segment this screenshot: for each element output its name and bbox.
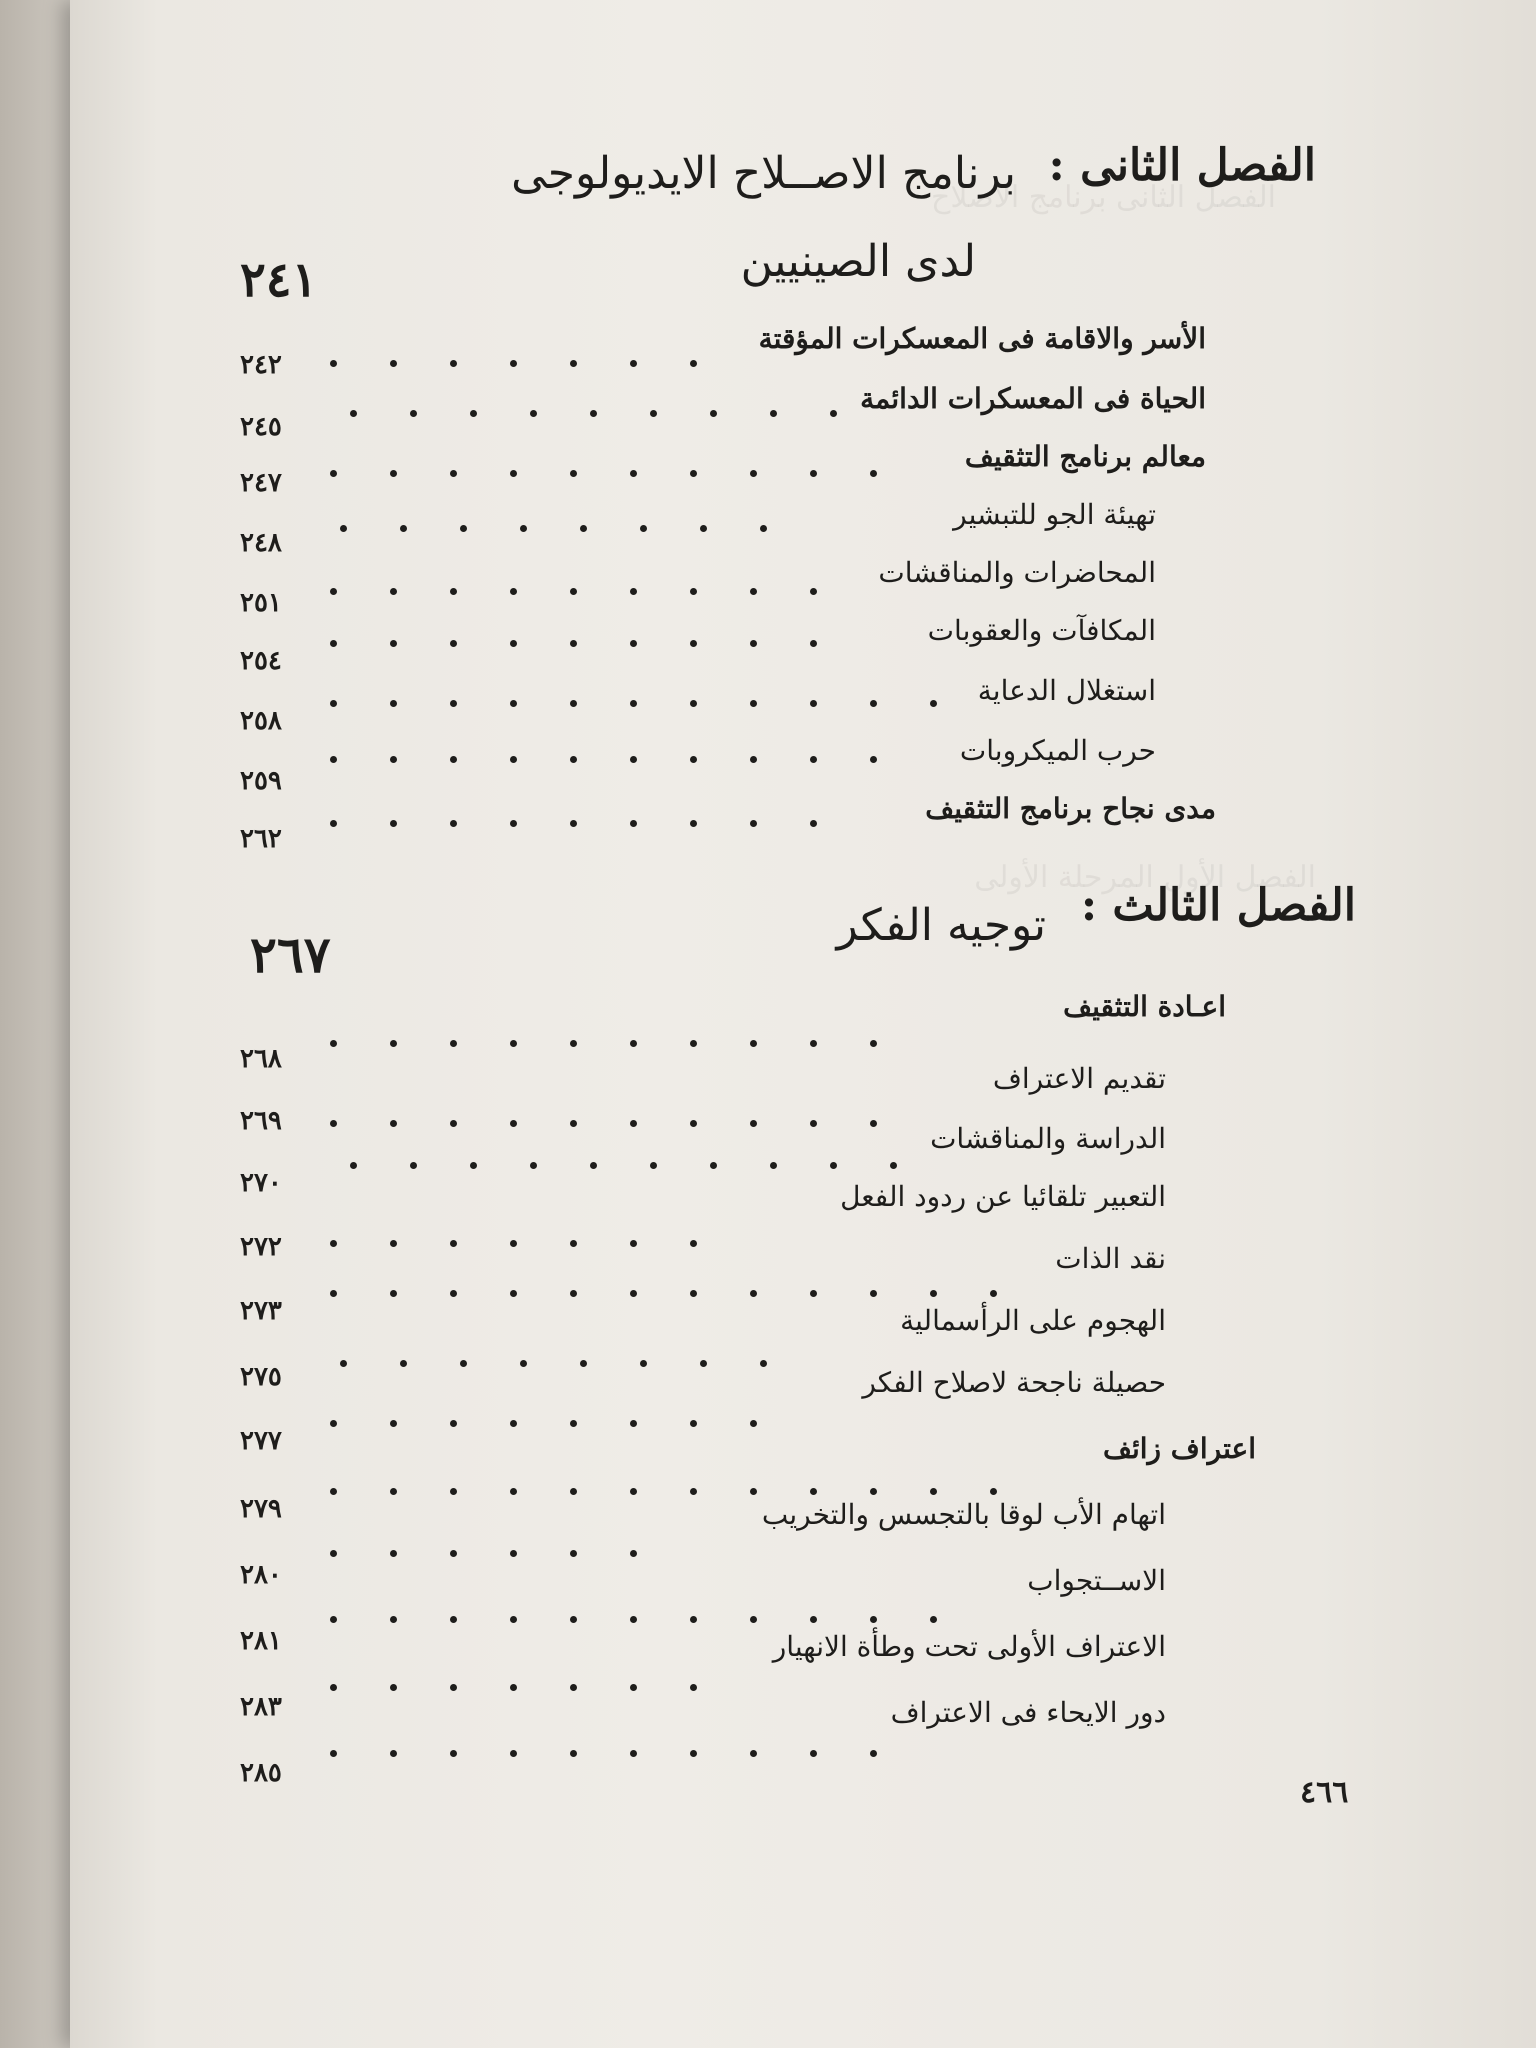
leader-dot (570, 1290, 577, 1297)
leader-dot (570, 1120, 577, 1127)
leader-dot (630, 700, 637, 707)
book-spine (0, 0, 70, 2048)
leader-dot (690, 360, 697, 367)
leader-dot (450, 756, 457, 763)
leader-dot (570, 820, 577, 827)
leader-dot (450, 1120, 457, 1127)
leader-dot (510, 1684, 517, 1691)
toc-entry-page: ٢٧٩ (240, 1494, 282, 1524)
leader-dot (750, 1290, 757, 1297)
leader-dot (330, 1420, 337, 1427)
leader-dot (930, 1616, 937, 1623)
toc-entry-label: الهجوم على الرأسمالية (900, 1304, 1166, 1337)
leader-dot (330, 470, 337, 477)
leader-dot (630, 1120, 637, 1127)
leader-dot (510, 1616, 517, 1623)
leader-dot (570, 1488, 577, 1495)
leader-dot (570, 1684, 577, 1691)
leader-dot (570, 1240, 577, 1247)
toc-entry-page: ٢٦٨ (240, 1044, 282, 1074)
leader-dot (750, 1040, 757, 1047)
leader-dot (390, 1488, 397, 1495)
leader-dot (870, 1040, 877, 1047)
leader-dot (350, 1162, 357, 1169)
leader-dot (870, 470, 877, 477)
toc-entry-label: الاســتجواب (1027, 1564, 1166, 1597)
toc-entry-label: المحاضرات والمناقشات (878, 556, 1156, 589)
toc-entry-page: ٢٤٢ (240, 350, 282, 380)
toc-entry-label: الأسر والاقامة فى المعسكرات المؤقتة (758, 322, 1206, 355)
bleed-through-text: الفصل الأول المرحلة الأولى (974, 860, 1316, 895)
leader-dot (450, 1240, 457, 1247)
leader-dot (590, 1162, 597, 1169)
leader-dot (690, 1120, 697, 1127)
leader-dot (810, 640, 817, 647)
leader-dot (630, 640, 637, 647)
leader-dot (510, 1420, 517, 1427)
leader-dot (330, 820, 337, 827)
leader-dot (390, 1240, 397, 1247)
leader-dot (770, 1162, 777, 1169)
toc-entry-page: ٢٨١ (240, 1626, 282, 1656)
leader-dot (650, 1162, 657, 1169)
toc-entry-label: تقديم الاعتراف (992, 1062, 1166, 1095)
leader-dot (450, 700, 457, 707)
leader-dot (760, 525, 767, 532)
leader-dot (700, 1360, 707, 1367)
leader-dot (690, 588, 697, 595)
leader-dot (770, 410, 777, 417)
leader-dot (690, 1684, 697, 1691)
leader-dot (390, 1750, 397, 1757)
leader-dot (630, 1684, 637, 1691)
toc-entry-label: نقد الذات (1055, 1242, 1166, 1275)
leader-dot (390, 1616, 397, 1623)
leader-dot (570, 1040, 577, 1047)
leader-dot (630, 1040, 637, 1047)
leader-dot (750, 756, 757, 763)
toc-entry-label: اتهام الأب لوقا بالتجسس والتخريب (761, 1498, 1166, 1531)
leader-dot (750, 1616, 757, 1623)
toc-entry-label: دور الايحاء فى الاعتراف (890, 1696, 1166, 1729)
leader-dot (390, 470, 397, 477)
leader-dot (330, 756, 337, 763)
leader-dot (710, 1162, 717, 1169)
leader-dot (390, 640, 397, 647)
leader-dot (640, 525, 647, 532)
leader-dot (330, 1616, 337, 1623)
leader-dot (930, 1290, 937, 1297)
chapter-3-title: توجيه الفكر (836, 900, 1046, 951)
leader-dot (390, 1684, 397, 1691)
toc-entry-page: ٢٦٢ (240, 824, 282, 854)
leader-dot (510, 1550, 517, 1557)
toc-entry-page: ٢٥١ (240, 588, 282, 618)
chapter-3-page: ٢٦٧ (250, 925, 331, 984)
leader-dot (810, 1290, 817, 1297)
leader-dot (570, 1750, 577, 1757)
leader-dot (750, 1750, 757, 1757)
toc-entry-page: ٢٤٥ (240, 412, 282, 442)
toc-entry-label: تهيئة الجو للتبشير (953, 498, 1156, 531)
book-page (70, 0, 1536, 2048)
leader-dot (830, 1162, 837, 1169)
leader-dot (510, 1240, 517, 1247)
chapter-2-title-line-1: برنامج الاصــلاح الايديولوجى (511, 148, 1016, 199)
leader-dot (330, 1684, 337, 1691)
toc-entry-label: اعتراف زائف (1102, 1432, 1256, 1465)
leader-dot (630, 1240, 637, 1247)
leader-dot (810, 1040, 817, 1047)
leader-dot (460, 1360, 467, 1367)
leader-dot (570, 1420, 577, 1427)
leader-dot (410, 410, 417, 417)
toc-entry-label: مدى نجاح برنامج التثقيف (925, 792, 1216, 825)
leader-dot (510, 1120, 517, 1127)
chapter-2-label: الفصل الثانى : (1048, 140, 1316, 191)
leader-dot (700, 525, 707, 532)
leader-dot (810, 820, 817, 827)
leader-dot (450, 1684, 457, 1691)
leader-dot (810, 588, 817, 595)
leader-dot (630, 1550, 637, 1557)
leader-dot (690, 470, 697, 477)
leader-dot (580, 525, 587, 532)
leader-dot (630, 470, 637, 477)
leader-dot (330, 1488, 337, 1495)
toc-entry-label: الاعتراف الأولى تحت وطأة الانهيار (772, 1630, 1166, 1663)
leader-dot (510, 640, 517, 647)
leader-dot (340, 1360, 347, 1367)
leader-dot (390, 1550, 397, 1557)
leader-dot (810, 700, 817, 707)
leader-dot (330, 1240, 337, 1247)
leader-dot (470, 1162, 477, 1169)
leader-dot (390, 820, 397, 827)
leader-dot (690, 700, 697, 707)
leader-dot (470, 410, 477, 417)
leader-dot (870, 1290, 877, 1297)
leader-dot (330, 1550, 337, 1557)
leader-dot (810, 1120, 817, 1127)
toc-entry-label: استغلال الدعاية (977, 674, 1156, 707)
toc-entry-page: ٢٥٨ (240, 706, 282, 736)
chapter-2-title-line-2: لدى الصينيين (740, 236, 976, 287)
leader-dot (750, 820, 757, 827)
leader-dot (570, 756, 577, 763)
toc-entry-page: ٢٨٠ (240, 1560, 282, 1590)
leader-dot (390, 1420, 397, 1427)
leader-dot (570, 640, 577, 647)
leader-dot (630, 756, 637, 763)
leader-dot (340, 525, 347, 532)
leader-dot (750, 640, 757, 647)
toc-entry-label: معالم برنامج التثقيف (964, 440, 1206, 473)
toc-entry-page: ٢٤٧ (240, 468, 282, 498)
leader-dot (330, 1290, 337, 1297)
leader-dot (870, 1488, 877, 1495)
leader-dot (580, 1360, 587, 1367)
leader-dot (450, 1550, 457, 1557)
leader-dot (570, 588, 577, 595)
leader-dot (590, 410, 597, 417)
leader-dot (870, 756, 877, 763)
leader-dot (390, 1040, 397, 1047)
leader-dot (710, 410, 717, 417)
leader-dot (390, 700, 397, 707)
bleed-through-text: الفصل الثانى برنامج الاصلاح (930, 180, 1276, 215)
leader-dot (690, 1240, 697, 1247)
leader-dot (750, 1488, 757, 1495)
leader-dot (570, 470, 577, 477)
toc-entry-page: ٢٨٣ (240, 1692, 282, 1722)
leader-dot (530, 1162, 537, 1169)
leader-dot (330, 1750, 337, 1757)
toc-entry-label: اعـادة التثقيف (1063, 990, 1226, 1023)
leader-dot (510, 588, 517, 595)
leader-dot (330, 1120, 337, 1127)
toc-entry-page: ٢٤٨ (240, 528, 282, 558)
leader-dot (510, 360, 517, 367)
leader-dot (630, 1420, 637, 1427)
leader-dot (930, 700, 937, 707)
leader-dot (450, 640, 457, 647)
leader-dot (400, 525, 407, 532)
leader-dot (870, 1120, 877, 1127)
leader-dot (390, 588, 397, 595)
leader-dot (630, 1616, 637, 1623)
leader-dot (450, 1290, 457, 1297)
leader-dot (690, 1040, 697, 1047)
leader-dot (750, 700, 757, 707)
leader-dot (450, 1616, 457, 1623)
leader-dot (690, 1420, 697, 1427)
leader-dot (570, 1550, 577, 1557)
leader-dot (690, 820, 697, 827)
leader-dot (510, 756, 517, 763)
leader-dot (350, 410, 357, 417)
leader-dot (750, 588, 757, 595)
leader-dot (650, 410, 657, 417)
leader-dot (510, 1290, 517, 1297)
leader-dot (410, 1162, 417, 1169)
leader-dot (510, 700, 517, 707)
leader-dot (690, 1488, 697, 1495)
leader-dot (870, 1750, 877, 1757)
leader-dot (510, 1750, 517, 1757)
toc-entry-page: ٢٥٩ (240, 766, 282, 796)
leader-dot (390, 756, 397, 763)
leader-dot (390, 1290, 397, 1297)
leader-dot (810, 1616, 817, 1623)
leader-dot (630, 588, 637, 595)
toc-entry-label: المكافآت والعقوبات (927, 614, 1156, 647)
leader-dot (690, 756, 697, 763)
leader-dot (330, 1040, 337, 1047)
leader-dot (450, 1488, 457, 1495)
leader-dot (630, 820, 637, 827)
leader-dot (460, 525, 467, 532)
chapter-2-page: ٢٤١ (240, 252, 318, 308)
leader-dot (450, 470, 457, 477)
toc-entry-label: الدراسة والمناقشات (930, 1122, 1166, 1155)
leader-dot (330, 640, 337, 647)
leader-dot (810, 470, 817, 477)
leader-dot (630, 1290, 637, 1297)
toc-entry-label: حرب الميكروبات (959, 734, 1156, 767)
leader-dot (390, 360, 397, 367)
leader-dot (810, 1750, 817, 1757)
toc-entry-page: ٢٨٥ (240, 1758, 282, 1788)
toc-entry-page: ٢٧٧ (240, 1426, 282, 1456)
leader-dot (870, 700, 877, 707)
leader-dot (510, 1040, 517, 1047)
leader-dot (510, 470, 517, 477)
leader-dot (990, 1488, 997, 1495)
leader-dot (390, 1120, 397, 1127)
leader-dot (630, 1750, 637, 1757)
leader-dot (690, 640, 697, 647)
leader-dot (870, 1616, 877, 1623)
leader-dot (630, 360, 637, 367)
leader-dot (520, 1360, 527, 1367)
leader-dot (330, 588, 337, 595)
leader-dot (750, 1420, 757, 1427)
leader-dot (750, 1120, 757, 1127)
leader-dot (830, 410, 837, 417)
leader-dot (330, 360, 337, 367)
leader-dot (450, 1040, 457, 1047)
leader-dot (930, 1488, 937, 1495)
leader-dot (690, 1290, 697, 1297)
toc-entry-page: ٢٧٥ (240, 1362, 282, 1392)
leader-dot (400, 1360, 407, 1367)
toc-entry-page: ٢٧٣ (240, 1296, 282, 1326)
leader-dot (810, 1488, 817, 1495)
leader-dot (450, 588, 457, 595)
leader-dot (450, 820, 457, 827)
leader-dot (510, 1488, 517, 1495)
leader-dot (990, 1290, 997, 1297)
toc-entry-label: التعبير تلقائيا عن ردود الفعل (840, 1180, 1166, 1213)
leader-dot (750, 470, 757, 477)
leader-dot (570, 360, 577, 367)
leader-dot (450, 1750, 457, 1757)
leader-dot (450, 1420, 457, 1427)
leader-dot (330, 700, 337, 707)
leader-dot (760, 1360, 767, 1367)
leader-dot (570, 1616, 577, 1623)
leader-dot (690, 1750, 697, 1757)
chapter-3-label: الفصل الثالث : (1080, 880, 1356, 931)
toc-entry-label: حصيلة ناجحة لاصلاح الفكر (862, 1366, 1166, 1399)
leader-dot (530, 410, 537, 417)
leader-dot (450, 360, 457, 367)
leader-dot (520, 525, 527, 532)
leader-dot (890, 1162, 897, 1169)
leader-dot (630, 1488, 637, 1495)
leader-dot (690, 1616, 697, 1623)
toc-entry-page: ٢٧٠ (240, 1168, 282, 1198)
toc-entry-page: ٢٧٢ (240, 1232, 282, 1262)
toc-entry-label: الحياة فى المعسكرات الدائمة (860, 382, 1206, 415)
leader-dot (570, 700, 577, 707)
toc-entry-page: ٢٥٤ (240, 646, 282, 676)
leader-dot (810, 756, 817, 763)
page-folio-number: ٤٦٦ (1300, 1775, 1349, 1810)
leader-dot (510, 820, 517, 827)
leader-dot (640, 1360, 647, 1367)
toc-entry-page: ٢٦٩ (240, 1106, 282, 1136)
